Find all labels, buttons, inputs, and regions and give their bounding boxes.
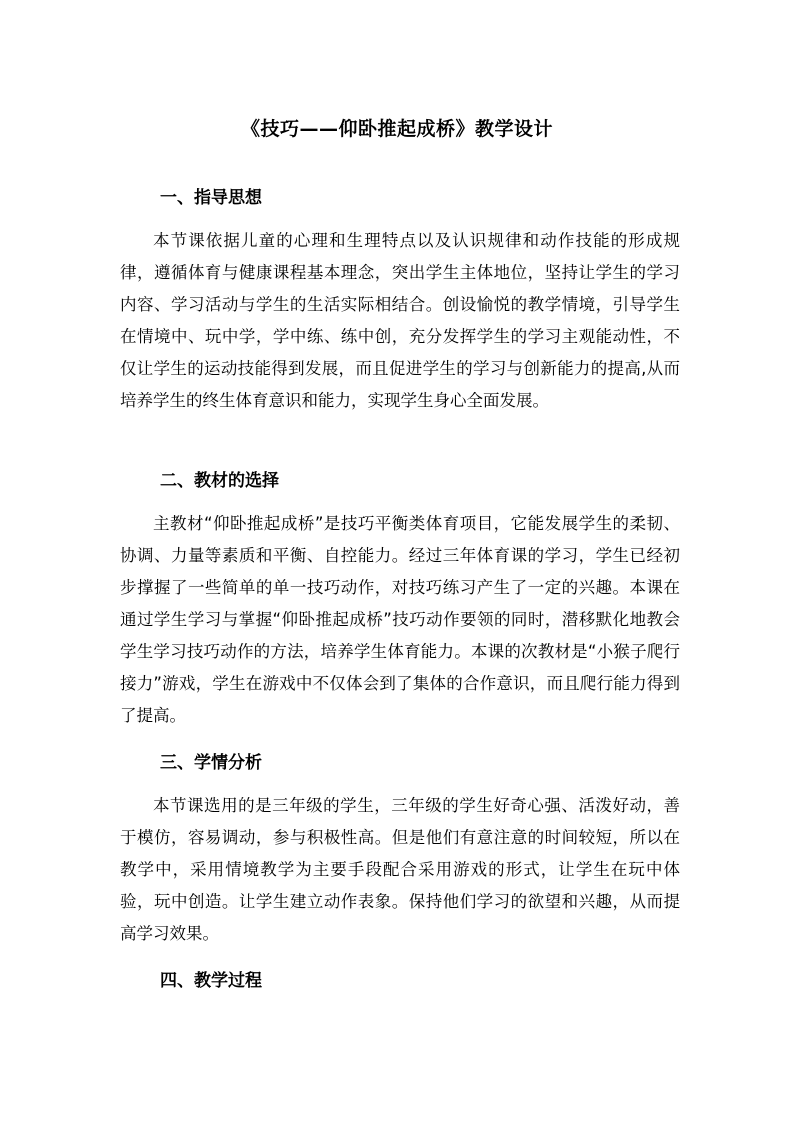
document-title: 《技巧——仰卧推起成桥》教学设计 [240, 118, 553, 140]
section-body-student-analysis: 本节课选用的是三年级的学生，三年级的学生好奇心强、活泼好动，善于模仿，容易调动，参与积极性高。但是他们有意注意的时间较短，所以在教学中，采用情境教学为主要手段配合采用游戏的形式，让学生在玩中体验，玩中创造。让学生建立动作表象。保持他们学习的欲望和兴趣，从而提高学习效果。 [120, 796, 680, 943]
section-body-guiding-ideology: 本节课依据儿童的心理和生理特点以及认识规律和动作技能的形成规律，遵循体育与健康课程基本理念，突出学生主体地位，坚持让学生的学习内容、学习活动与学生的生活实际相结合。创设愉悦的教学情境，引导学生在情境中、玩中学，学中练、练中创，充分发挥学生的学习主观能动性，不仅让学生的运动技能得到发展，而且促进学生的学习与创新能力的提高,从而培养学生的终生体育意识和能力，实现学生身心全面发展。 [120, 231, 680, 410]
section-heading-teaching-process: 四、教学过程 [160, 971, 262, 991]
section-heading-material-selection: 二、教材的选择 [160, 471, 279, 491]
section-heading-guiding-ideology: 一、指导思想 [160, 188, 262, 208]
section-heading-student-analysis: 三、学情分析 [160, 753, 262, 773]
section-body-material-selection: 主教材“仰卧推起成桥”是技巧平衡类体育项目，它能发展学生的柔韧、协调、力量等素质和平衡、自控能力。经过三年体育课的学习，学生已经初步撑握了一些简单的单一技巧动作，对技巧练习产生了一定的兴趣。本课在通过学生学习与掌握“仰卧推起成桥”技巧动作要领的同时，潜移默化地教会学生学习技巧动作的方法，培养学生体育能力。本课的次教材是“小猴子爬行接力”游戏，学生在游戏中不仅体会到了集体的合作意识，而且爬行能力得到了提高。 [120, 514, 680, 725]
